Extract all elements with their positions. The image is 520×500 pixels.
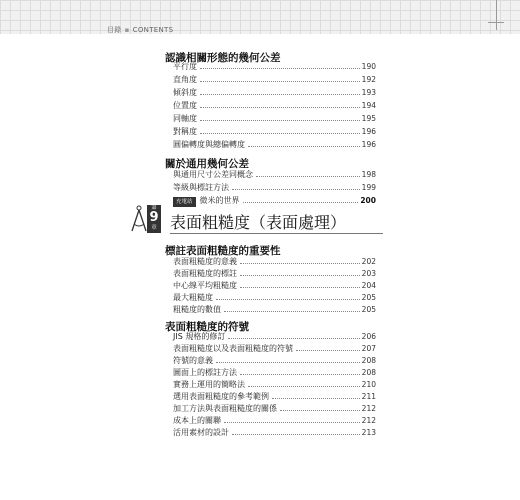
toc-entry[interactable]: 位置度 194: [173, 101, 376, 110]
chapter-title: 表面粗糙度（表面處理）: [170, 213, 347, 232]
column-tag: 充電站: [173, 197, 196, 207]
chapter-rule: [170, 233, 383, 234]
toc-entry[interactable]: 表面粗糙度以及表面粗糙度的符號 207: [173, 344, 376, 353]
toc-entry[interactable]: 表面粗糙度的意義 202: [173, 257, 376, 266]
toc-entry[interactable]: 對稱度 196: [173, 127, 376, 136]
toc-entry[interactable]: 圓偏轉度與總偏轉度 196: [173, 140, 376, 149]
toc-entry[interactable]: 充電站 微米的世界 200: [173, 195, 376, 207]
toc-entry[interactable]: 平行度 190: [173, 62, 376, 71]
toc-entry[interactable]: 直角度 192: [173, 75, 376, 84]
toc-entry[interactable]: 中心線平均粗糙度 204: [173, 281, 376, 290]
toc-entry[interactable]: 活用素材的設計 213: [173, 428, 376, 437]
section-title: 標註表面粗糙度的重要性: [165, 245, 281, 257]
toc-entry[interactable]: 最大粗糙度 205: [173, 293, 376, 302]
chapter-number-badge: 第 9 章: [147, 205, 161, 233]
toc-entry[interactable]: 加工方法與表面粗糙度的關係 212: [173, 404, 376, 413]
toc-entry[interactable]: 與通用尺寸公差同概念 198: [173, 170, 376, 179]
toc-entry[interactable]: 符號的意義 208: [173, 356, 376, 365]
toc-entry[interactable]: 傾斜度 193: [173, 88, 376, 97]
toc-entry[interactable]: 實務上運用的簡略法 210: [173, 380, 376, 389]
section-title: 表面粗糙度的符號: [165, 321, 249, 333]
toc-entry[interactable]: 粗糙度的數值 205: [173, 305, 376, 314]
toc-entry[interactable]: 圖面上的標註方法 208: [173, 368, 376, 377]
section-title: 認識相關形態的幾何公差: [165, 52, 281, 64]
toc-entry[interactable]: 等級與標註方法 199: [173, 183, 376, 192]
toc-entry[interactable]: JIS 規格的修訂 206: [173, 332, 376, 341]
header-label: 目錄: [107, 26, 122, 34]
toc-entry[interactable]: 同軸度 195: [173, 114, 376, 123]
running-header: 目錄 ▪ CONTENTS: [107, 26, 174, 34]
toc-entry[interactable]: 選用表面粗糙度的參考範例 211: [173, 392, 376, 401]
section-title: 關於通用幾何公差: [165, 158, 249, 170]
toc-entry[interactable]: 成本上的關聯 212: [173, 416, 376, 425]
toc-entry[interactable]: 表面粗糙度的標註 203: [173, 269, 376, 278]
header-label-en: CONTENTS: [132, 26, 174, 34]
chapter-heading[interactable]: [130, 204, 380, 234]
